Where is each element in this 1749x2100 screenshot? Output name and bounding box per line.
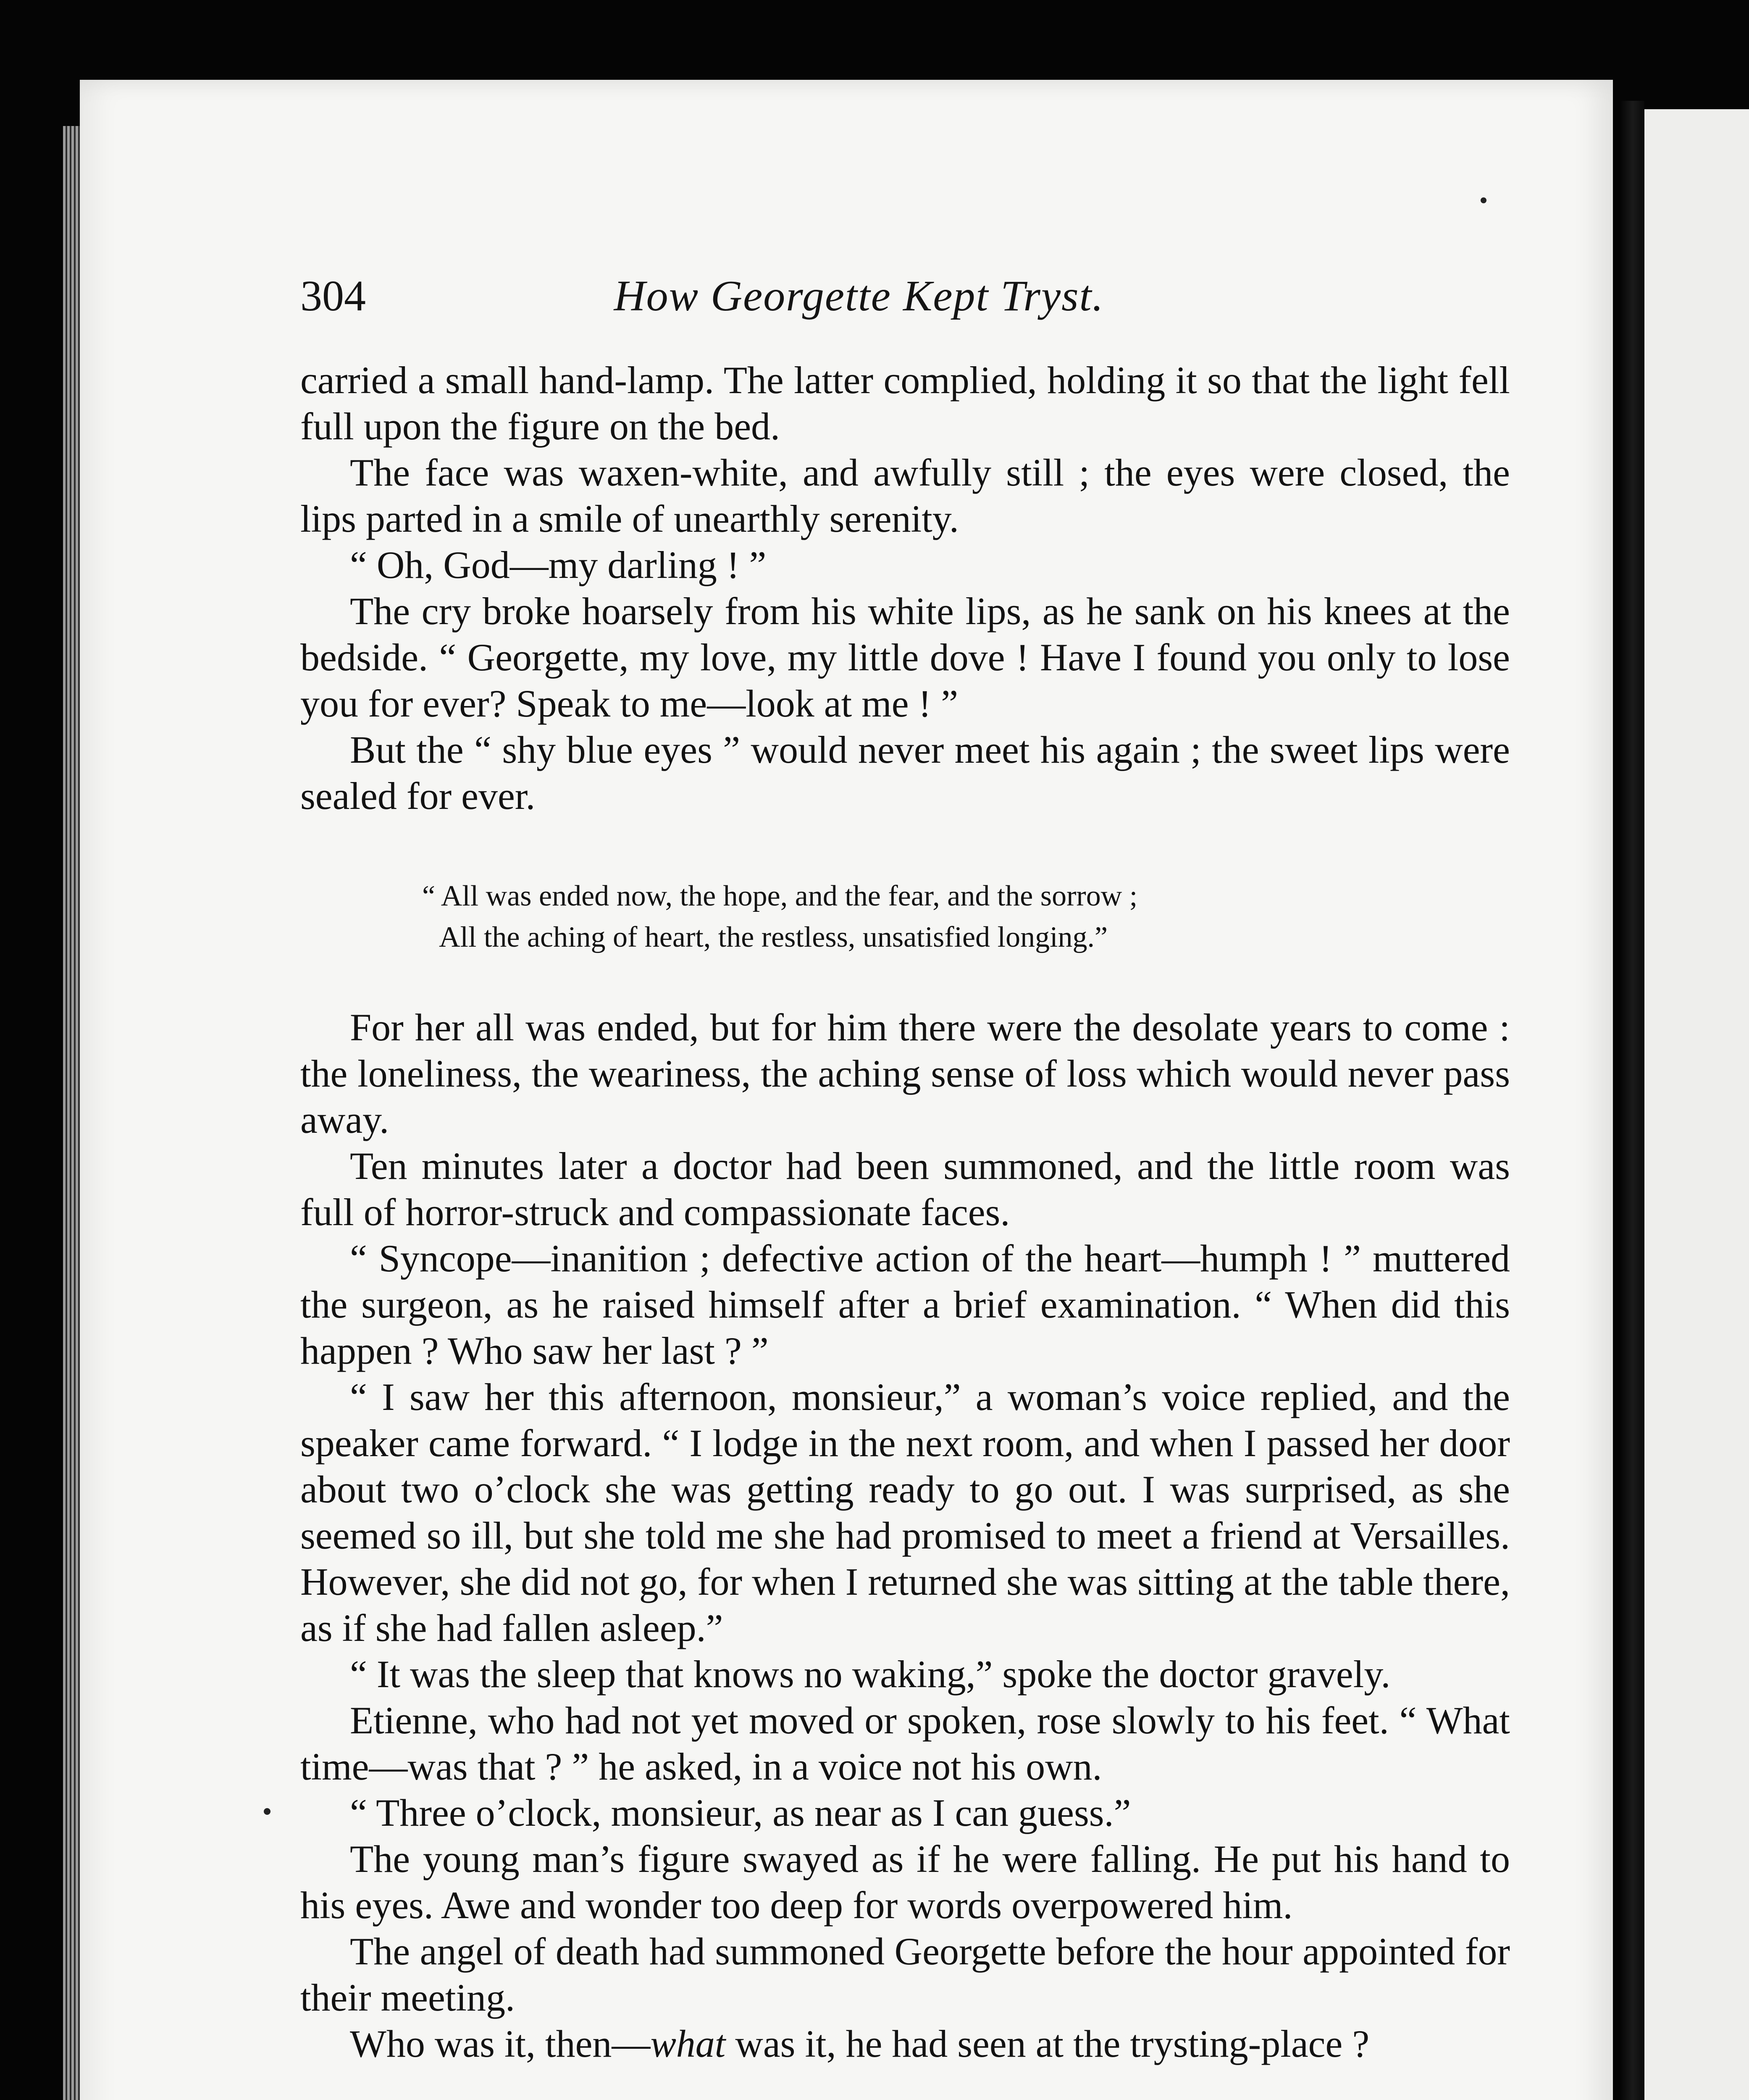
section-gap [300,2067,1510,2100]
paragraph: Ten minutes later a doctor had been summoned, and the little room was full of horror-struck and compassionate faces. [300,1144,1510,1234]
paragraph: Etienne, who had not yet moved or spoken, rose slowly to his feet. “ What time—was that ? ” he asked, in a voice not his own. [300,1699,1510,1788]
ink-speck [264,1808,270,1815]
verse-line: “ All was ended now, the hope, and the fear, and the sorrow ; [422,880,1138,912]
paragraph: The cry broke hoarsely from his white lips, as he sank on his knees at the bedside. “ Georgette, my love, my little dove ! Have I found you only to lose you for ever? Speak to me—look at me ! ” [300,590,1510,725]
paragraph: “ Syncope—inanition ; defective action of the heart—humph ! ” muttered the surgeon, as he raised himself after a brief examination. “ When did this happen ? Who saw her last ? ” [300,1237,1510,1372]
paragraph: For her all was ended, but for him there were the desolate years to come : the loneliness, the weariness, the aching sense of loss which would never pass away. [300,1006,1510,1141]
paragraph: “ Oh, God—my darling ! ” [350,543,767,586]
paragraph: The face was waxen-white, and awfully still ; the eyes were closed, the lips parted in a smile of unearthly serenity. [300,451,1510,540]
paragraph: “ Three o’clock, monsieur, as near as I can guess.” [350,1791,1131,1834]
facing-page [1636,109,1749,2100]
verse-quotation [300,876,1510,958]
page-gutter [1621,101,1644,2100]
verse-line: All the aching of heart, the restless, unsatisfied longing.” [439,921,1108,953]
question-before: Who was it, then— [350,2022,651,2065]
body-text [300,357,1510,2100]
paragraph: carried a small hand-lamp. The latter complied, holding it so that the light fell full upon the figure on the bed. [300,359,1510,448]
running-title: How Georgette Kept Tryst. [614,272,1104,320]
ink-speck [1481,197,1486,203]
question-italic: what [650,2022,726,2065]
page-number: 304 [300,272,366,320]
paragraph-question [300,2021,1510,2067]
paragraph: “ I saw her this afternoon, monsieur,” a woman’s voice replied, and the speaker came forward. “ I lodge in the next room, and when I passed her door about two o’clock she was getting ready to go out. I was surprised, as she seemed so ill, but she told me she had promised to meet a friend at Versailles. However, she did not go, for when I returned she was sitting at the table there, as if she had fallen asleep.” [300,1376,1510,1649]
page-header [210,271,1508,334]
paragraph: “ It was the sleep that knows no waking,” spoke the doctor gravely. [350,1653,1391,1696]
paragraph: But the “ shy blue eyes ” would never meet his again ; the sweet lips were sealed for ever. [300,728,1510,817]
paragraph: The angel of death had summoned Georgette before the hour appointed for their meeting. [300,1930,1510,2019]
question-after: was it, he had seen at the trysting-place ? [725,2022,1370,2065]
paragraph: The young man’s figure swayed as if he were falling. He put his hand to his eyes. Awe and wonder too deep for words overpowered him. [300,1838,1510,1927]
